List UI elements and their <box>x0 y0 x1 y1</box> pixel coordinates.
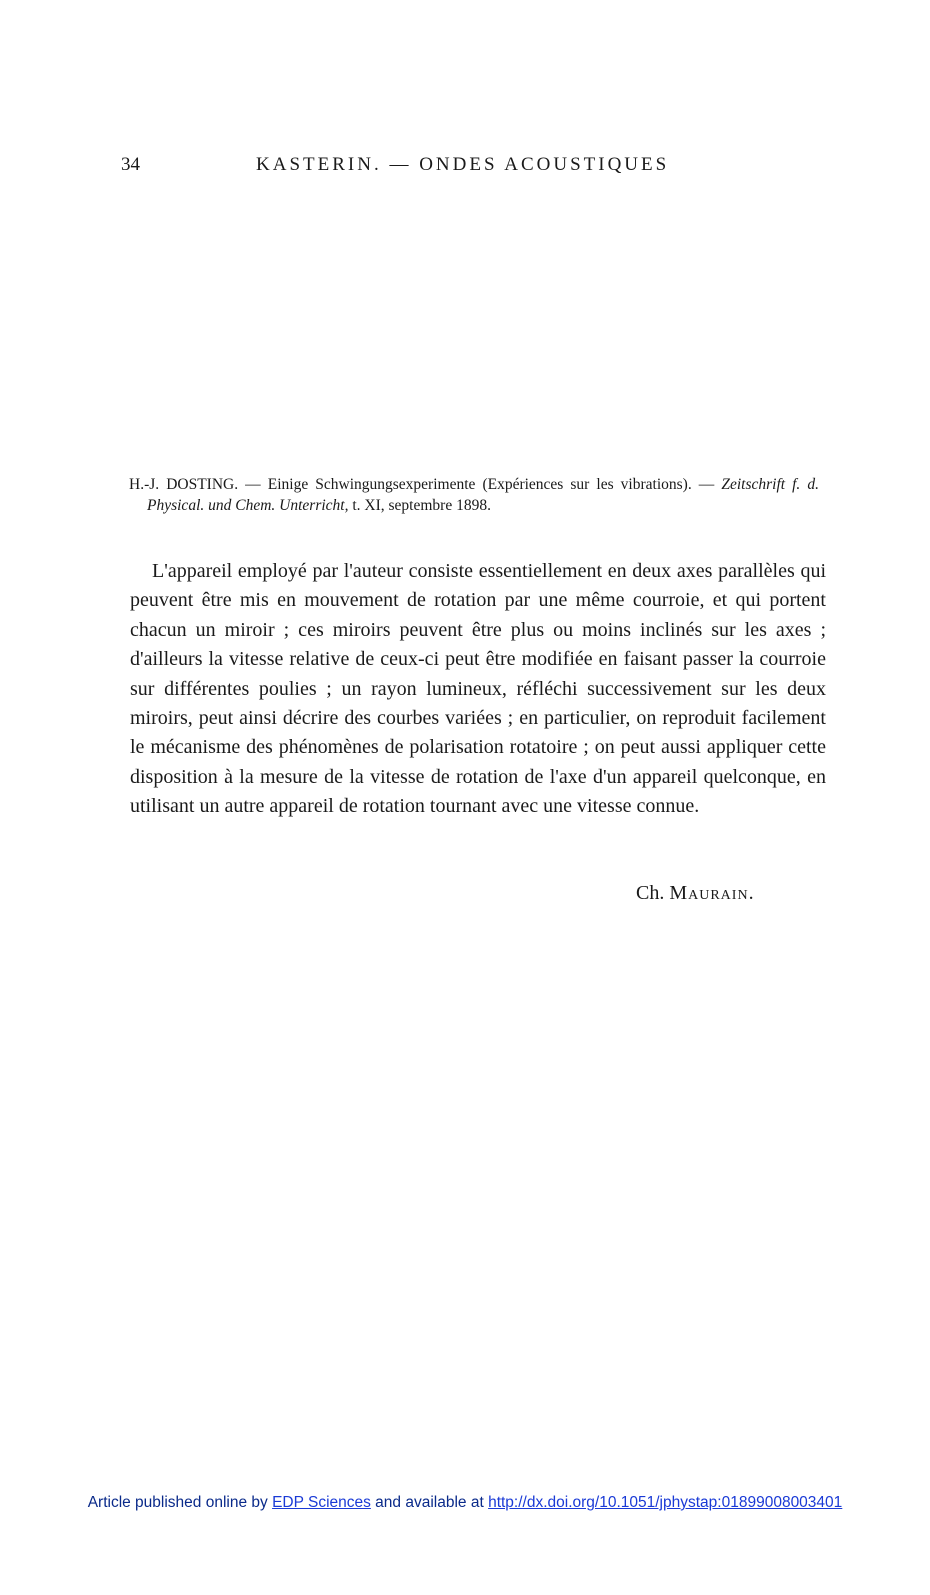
reference-dash: — <box>238 476 268 493</box>
body-paragraph: L'appareil employé par l'auteur consiste essentiellement en deux axes parallèles qui peuvent être mis en mouvement de rotation par une même courroie, et qui portent chacun un miroir ; ces miroirs peuvent être plus ou moins inclinés sur les axes ; d'ailleurs la vitesse relative de ceux-ci peut être modifiée en faisant passer la courroie sur différentes poulies ; un rayon lumineux, réfléchi successivement sur les deux miroirs, peut ainsi décrire des courbes variées ; en particulier, on reproduit facilement le mécanisme des phénomènes de polarisation rotatoire ; on peut aussi appliquer cette disposition à la mesure de la vitesse de rotation de l'axe d'un appareil quelconque, en utilisant un autre appareil de rotation tournant avec une vitesse connue. <box>130 560 826 818</box>
running-title: KASTERIN. — ONDES ACOUSTIQUES <box>256 154 670 175</box>
publisher-link[interactable]: EDP Sciences <box>272 1494 371 1511</box>
bibliographic-reference <box>129 474 819 516</box>
running-head <box>0 150 930 186</box>
page-number: 34 <box>121 154 140 175</box>
reference-title: Einige Schwingungsexperimente (Expériences sur les vibrations). <box>267 476 692 493</box>
signature-initial: Ch. <box>636 882 670 904</box>
footer-middle: and available at <box>370 1494 489 1511</box>
signature <box>636 882 755 905</box>
doi-link[interactable]: http://dx.doi.org/10.1051/jphystap:01899008003401 <box>488 1494 843 1511</box>
reference-details: t. XI, septembre 1898. <box>348 497 491 514</box>
footer-prefix: Article published online by <box>87 1494 273 1511</box>
reference-dash: — <box>691 476 722 493</box>
signature-name: Maurain. <box>669 882 755 904</box>
footer-notice <box>0 1494 930 1512</box>
reference-journal: Zeitschrift f. d. Physical. und Chem. Unterricht, <box>147 476 819 514</box>
reference-author: H.-J. DOSTING. <box>129 476 239 493</box>
